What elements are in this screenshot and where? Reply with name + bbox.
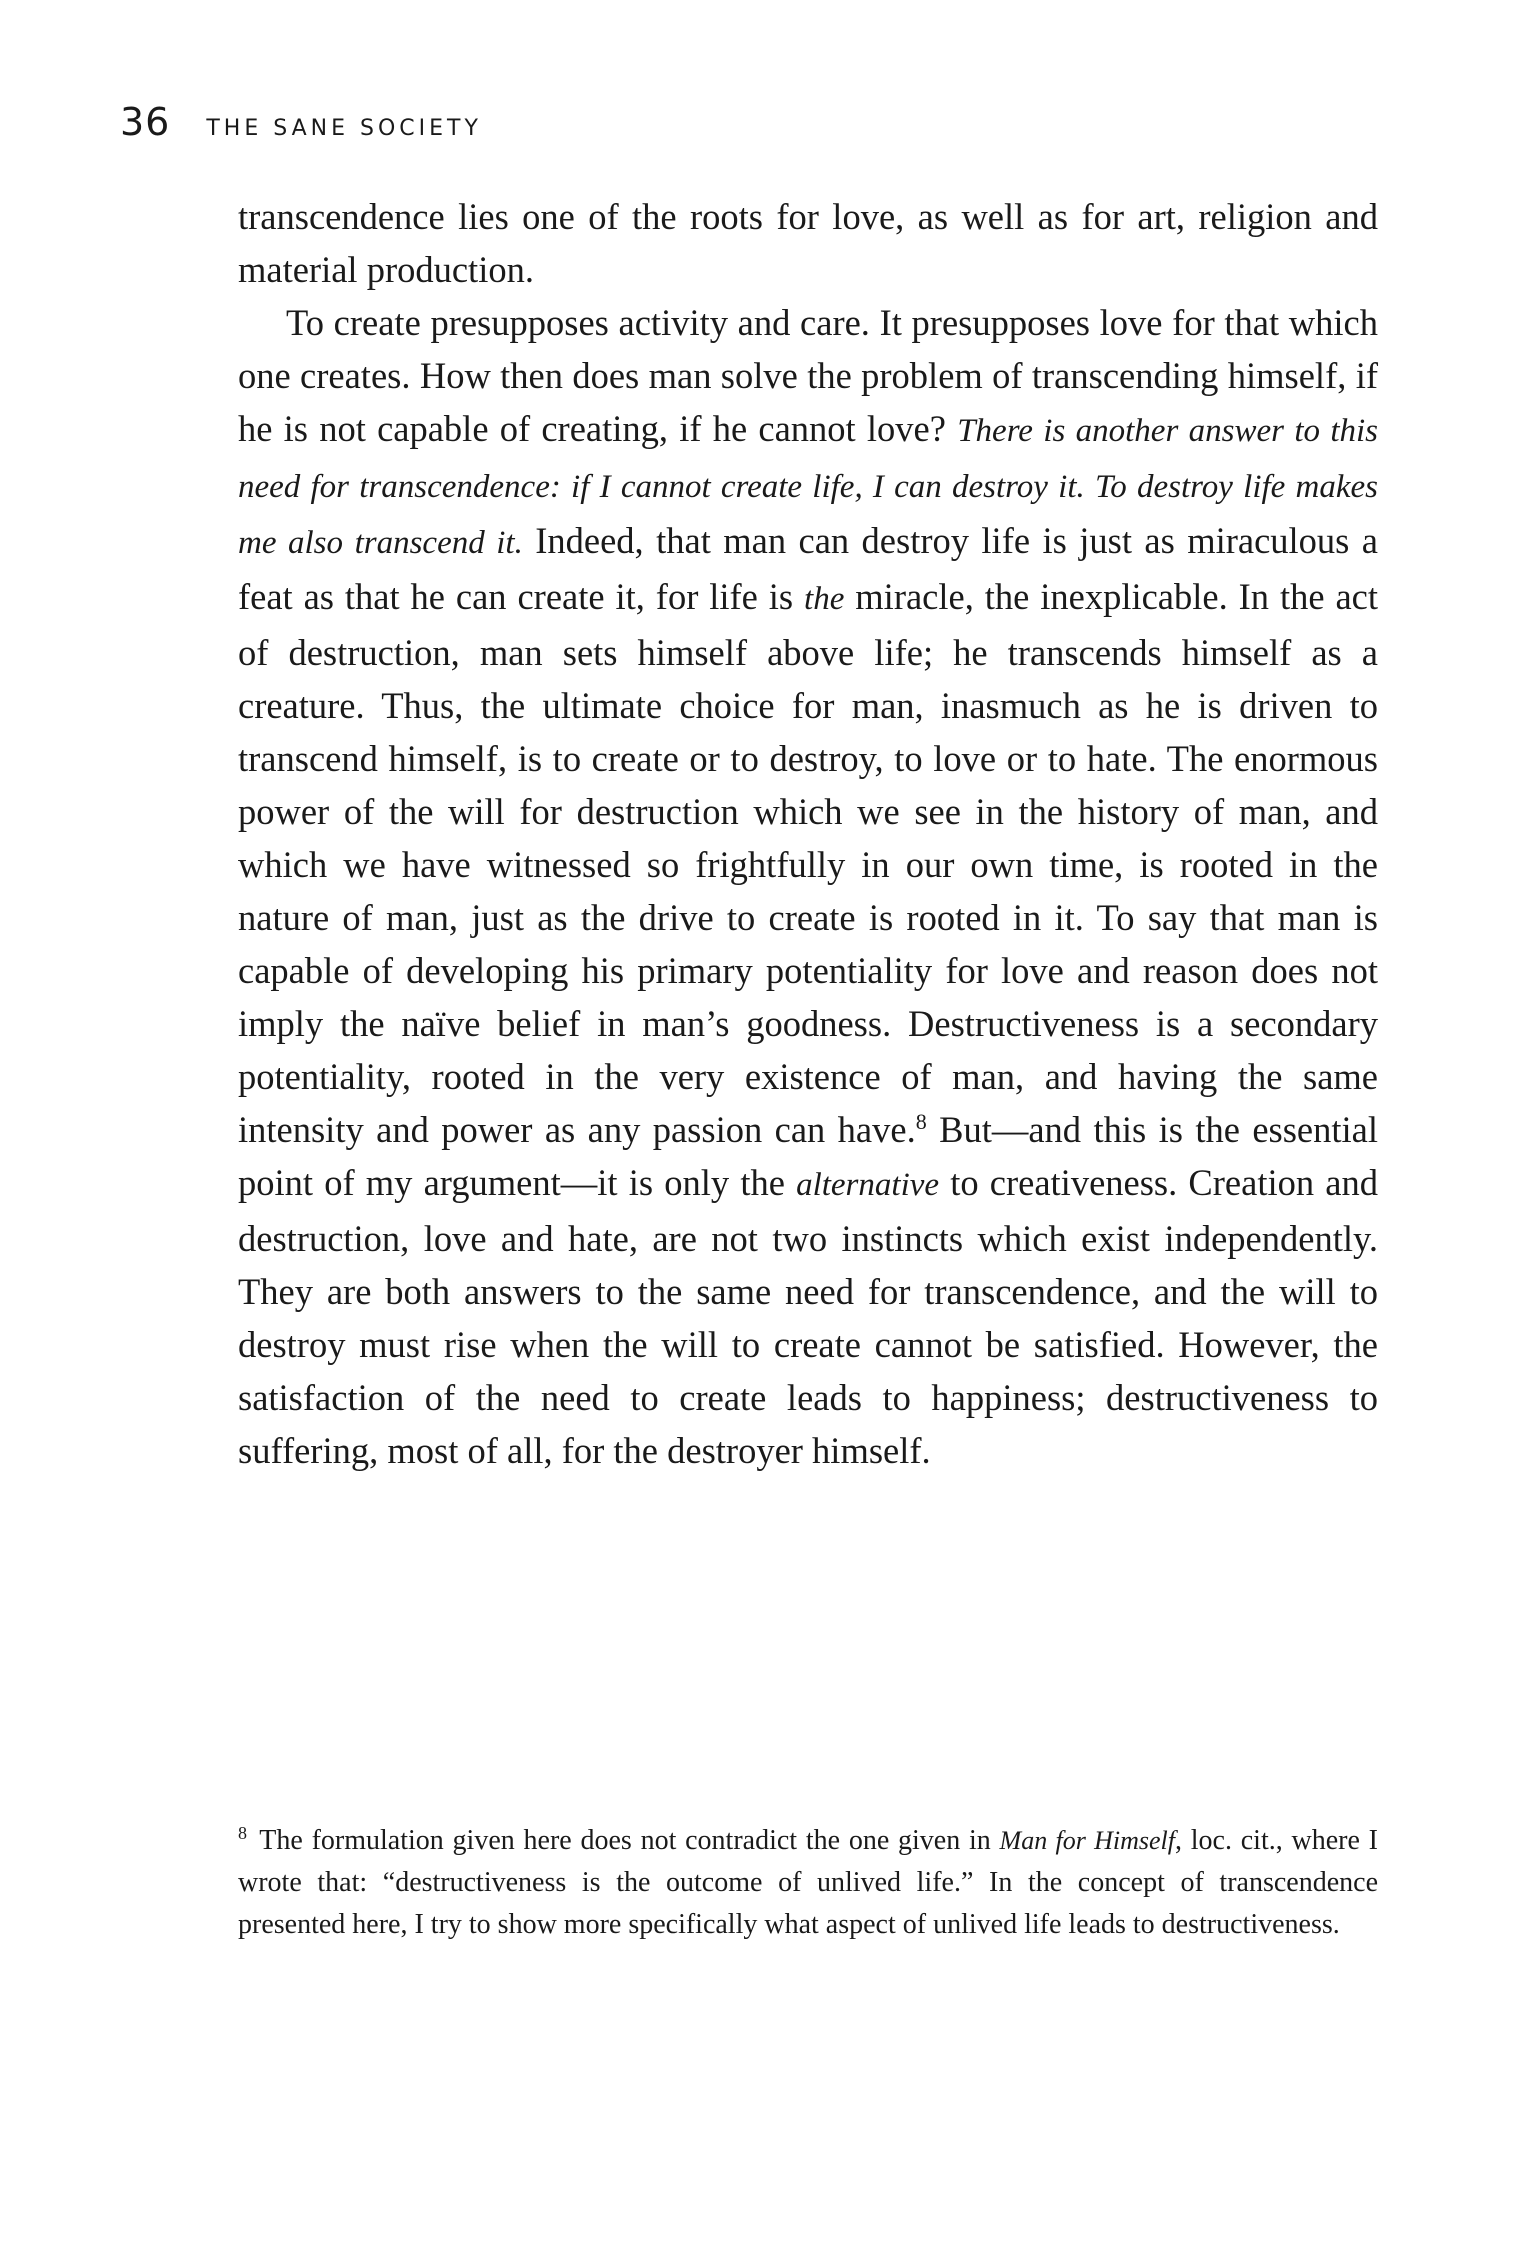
footnote-run: , loc. cit., where I wrote that: “destructiveness is the outcome of unlived life.” In the concept of transcendence presented here, I try to show more specifically what aspect of unlived life leads to destructiveness.: [238, 1825, 1378, 1940]
text-run: to creativeness. Creation and destruction, love and hate, are not two instincts which exist independently. They are both answers to the same need for transcendence, and the will to destroy must rise when the will to create cannot be satisfied. However, the satisfaction of the need to create leads to happiness; destructiveness to suffering, most of all, for the destroyer himself.: [238, 1162, 1378, 1471]
paragraph-continued: transcendence lies one of the roots for love, as well as for art, religion and material production.: [238, 196, 1378, 290]
italic-word: alternative: [796, 1167, 940, 1203]
text-run: Indeed, that man can destroy life is just as miraculous a feat as that he can create it, for life is: [238, 520, 1378, 617]
italic-word: the: [804, 581, 845, 617]
footnote: [238, 1820, 1378, 1946]
text-run: But—and this is the essential point of my argument—it is only the: [238, 1109, 1379, 1203]
paragraph-main: [238, 296, 1378, 1477]
page-number: 36: [120, 100, 171, 144]
text-run: miracle, the inexplicable. In the act of destruction, man sets himself above life; he transcends himself as a creature. Thus, the ultimate choice for man, inasmuch as he is driven to transcend himself, is to create or to destroy, to love or to hate. The enormous power of the will for destruction which we see in the history of man, and which we have witnessed so frightfully in our own time, is rooted in the nature of man, just as the drive to create is rooted in it. To say that man is capable of developing his primary potentiality for love and reason does not imply the naïve belief in man’s goodness. Destructiveness is a secondary potentiality, rooted in the very existence of man, and having the same intensity and power as any passion can have.: [238, 576, 1378, 1150]
footnote-book-title: Man for Himself: [999, 1826, 1175, 1855]
text-run: To create presupposes activity and care. It presupposes love for that which one creates. How then does man solve the problem of transcending himself, if he is not capable of creating, if he cannot love?: [238, 302, 1378, 449]
body-text: [238, 190, 1378, 1477]
italic-emphasis: There is another answer to this need for transcendence: if I cannot create life, I can destroy it. To destroy life makes me also transcend it.: [238, 413, 1379, 561]
footnote-run: The formulation given here does not contradict the one given in: [251, 1825, 1000, 1856]
running-head: [120, 100, 482, 160]
footnote-reference: 8: [915, 1108, 927, 1134]
footnote-number: 8: [238, 1822, 247, 1843]
book-title: THE SANE SOCIETY: [206, 116, 482, 141]
footnote-text: [238, 1820, 1378, 1946]
